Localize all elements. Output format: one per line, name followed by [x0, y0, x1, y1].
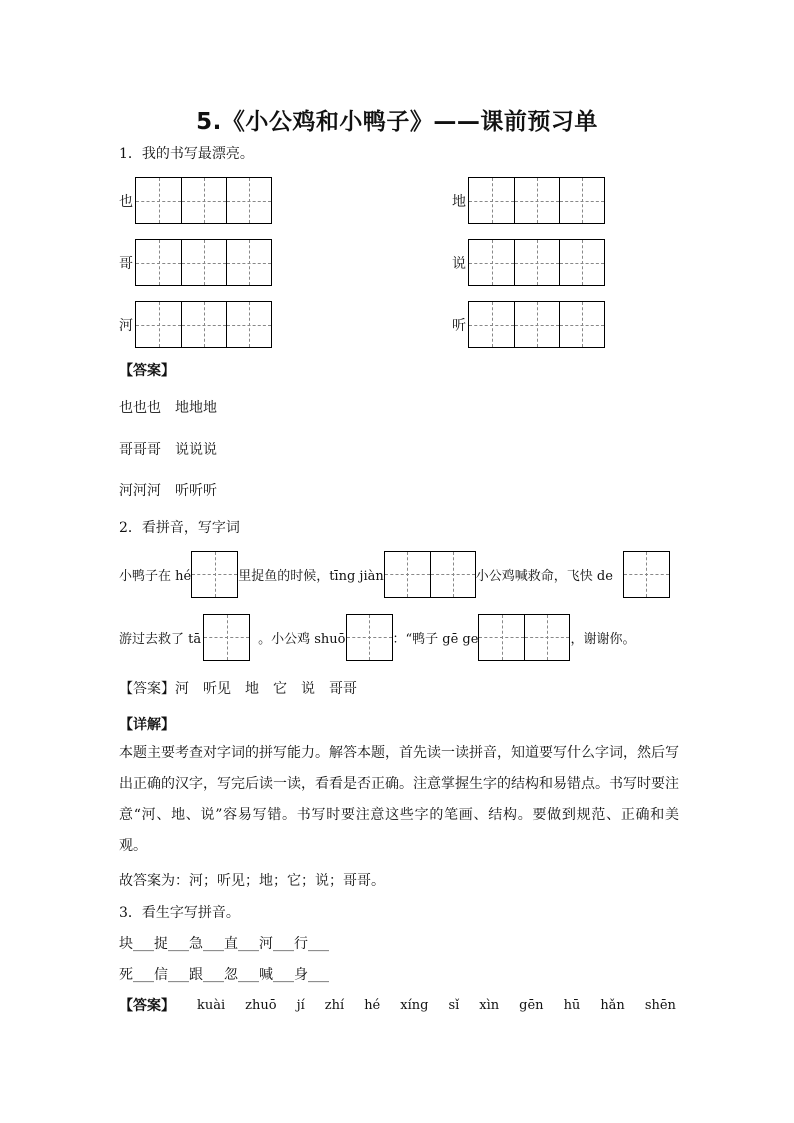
writing-grid[interactable]	[135, 239, 272, 286]
grid-char: 地	[452, 193, 466, 210]
pinyin-answer: hū	[563, 998, 581, 1013]
q3-prompt: 3．看生字写拼音。	[119, 905, 240, 921]
q2-text: 里捉鱼的时候，tīng jiàn	[238, 568, 384, 584]
grid-row-right-2	[452, 239, 605, 286]
q2-text: 游过去救了 tā	[119, 631, 202, 647]
pinyin-answer: zhí	[324, 998, 345, 1013]
q1-answer-line: 也也也 地地地	[119, 400, 217, 416]
writing-grid[interactable]	[135, 301, 272, 348]
page-title: 5.《小公鸡和小鸭子》——课前预习单	[196, 109, 598, 135]
q3-line-2: 死___信___跟___忽___喊___身___	[119, 967, 329, 983]
q2-prompt: 2．看拼音，写字词	[119, 520, 240, 536]
pinyin-answer: kuài	[197, 998, 226, 1013]
q2-text: ：“鸭子 gē ge	[392, 631, 479, 647]
writing-grid[interactable]	[468, 239, 605, 286]
q3-answer-list	[197, 997, 696, 1015]
q2-text: 。小公鸡 shuō	[258, 631, 346, 647]
q3-answer-label: 【答案】	[119, 998, 175, 1014]
pinyin-answer: sǐ	[448, 998, 460, 1013]
grid-char: 听	[452, 317, 466, 334]
grid-row-left-2	[119, 239, 272, 286]
q1-answer-label: 【答案】	[119, 363, 175, 379]
q2-line-1	[119, 551, 670, 597]
grid-row-right-1	[452, 177, 605, 224]
grid-char: 也	[119, 193, 133, 210]
writing-grid[interactable]	[468, 177, 605, 224]
q2-detail: 本题主要考查对字词的拼写能力。解答本题，首先读一读拼音，知道要写什么字词，然后写出正确的汉字，写完后读一读，看看是否正确。注意掌握生字的结构和易错点。书写时要注意“河、地、说”容易写错。书写时要注意这些字的笔画、结构。要做到规范、正确和美观。	[119, 745, 679, 854]
pinyin-answer: xíng	[400, 998, 429, 1013]
grid-char: 哥	[119, 255, 133, 272]
writing-grid[interactable]	[191, 551, 238, 598]
writing-grid[interactable]	[468, 301, 605, 348]
grid-char: 河	[119, 317, 133, 334]
pinyin-answer: shēn	[644, 998, 676, 1013]
q1-answer-line: 哥哥哥 说说说	[119, 442, 217, 458]
writing-grid[interactable]	[623, 551, 670, 598]
writing-grid[interactable]	[346, 614, 393, 661]
writing-grid[interactable]	[384, 551, 476, 598]
grid-row-right-3	[452, 301, 605, 348]
pinyin-answer: gēn	[519, 998, 544, 1013]
writing-grid[interactable]	[203, 614, 250, 661]
q2-conclusion: 故答案为：河；听见；地；它；说；哥哥。	[119, 873, 385, 889]
writing-grid[interactable]	[135, 177, 272, 224]
grid-row-left-3	[119, 301, 272, 348]
pinyin-answer: zhuō	[245, 998, 277, 1013]
writing-grid[interactable]	[478, 614, 570, 661]
q2-text: ，谢谢你。	[570, 631, 636, 647]
q2-answer: 【答案】河 听见 地 它 说 哥哥	[119, 681, 357, 697]
pinyin-answer: hé	[364, 998, 381, 1013]
q2-detail-label: 【详解】	[119, 717, 175, 733]
grid-row-left-1	[119, 177, 272, 224]
pinyin-answer: xìn	[479, 998, 500, 1013]
q3-line-1: 块___捉___急___直___河___行___	[119, 936, 329, 952]
q2-text: 小鸭子在 hé	[119, 568, 192, 584]
grid-char: 说	[452, 255, 466, 272]
q2-line-2	[119, 614, 635, 660]
pinyin-answer: jí	[296, 998, 305, 1013]
q1-answer-line: 河河河 听听听	[119, 483, 217, 499]
q3-answer	[119, 997, 696, 1015]
q2-text: 小公鸡喊救命，飞快 de	[475, 568, 613, 584]
q1-prompt: 1．我的书写最漂亮。	[119, 146, 254, 162]
pinyin-answer: hǎn	[600, 998, 625, 1013]
